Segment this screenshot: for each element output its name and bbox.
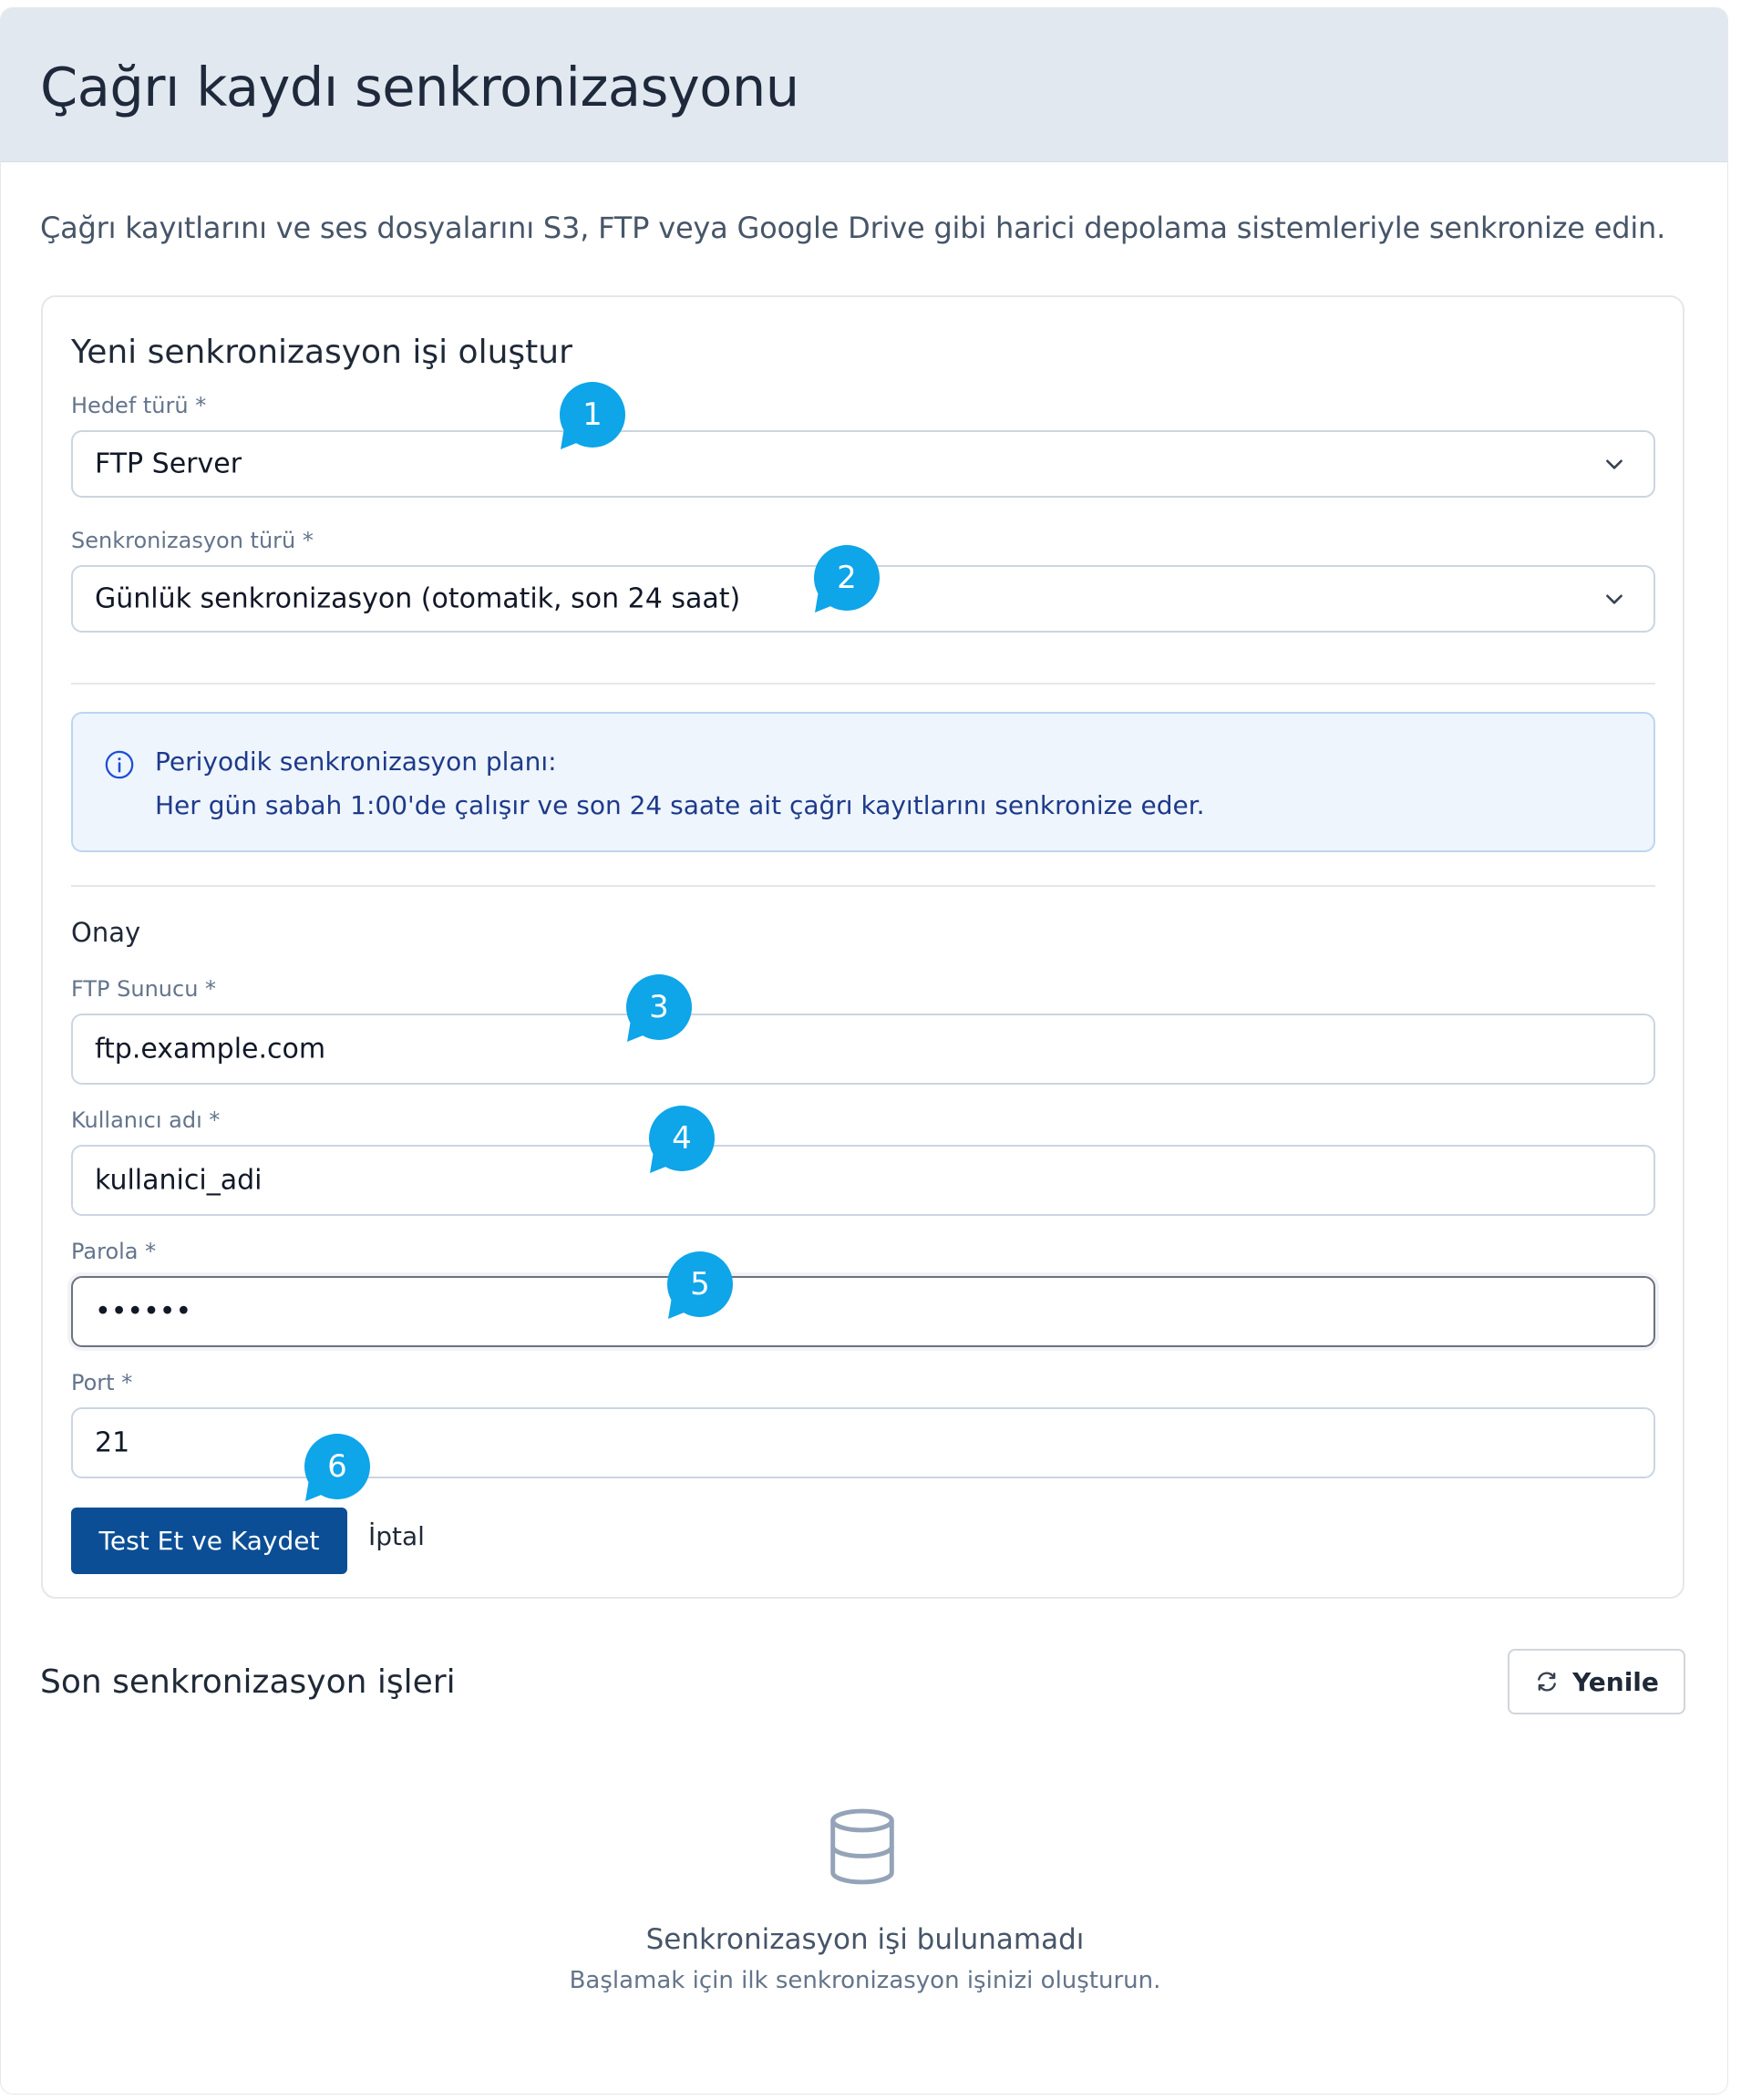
target-type-select[interactable] <box>71 430 1655 498</box>
chevron-down-icon <box>1602 587 1626 611</box>
port-label: Port * <box>71 1370 133 1395</box>
password-value: •••••• <box>95 1295 192 1328</box>
sync-type-value: Günlük senkronizasyon (otomatik, son 24 saat) <box>95 582 741 615</box>
refresh-label: Yenile <box>1572 1666 1659 1697</box>
confirm-heading: Onay <box>71 917 141 948</box>
empty-state-title: Senkronizasyon işi bulunamadı <box>645 1923 1085 1956</box>
chevron-down-icon <box>1602 452 1626 476</box>
password-input[interactable] <box>71 1276 1655 1347</box>
annotation-marker-2 <box>813 545 881 612</box>
refresh-icon <box>1534 1669 1560 1694</box>
create-sync-job-card <box>41 295 1684 1599</box>
annotation-marker-6 <box>304 1434 371 1501</box>
username-input[interactable] <box>71 1145 1655 1216</box>
username-value: kullanici_adi <box>95 1164 263 1197</box>
marker-number: 5 <box>690 1266 710 1302</box>
info-text: Her gün sabah 1:00'de çalışır ve son 24 saate ait çağrı kayıtlarını senkronize eder. <box>155 790 1205 820</box>
page-container <box>0 7 1728 2095</box>
info-title: Periyodik senkronizasyon planı: <box>155 746 557 777</box>
marker-number: 4 <box>672 1120 692 1157</box>
empty-state-text: Başlamak için ilk senkronizasyon işinizi oluşturun. <box>569 1967 1161 1994</box>
page-title: Çağrı kaydı senkronizasyonu <box>40 56 799 118</box>
refresh-button[interactable] <box>1508 1649 1685 1714</box>
ftp-server-input[interactable] <box>71 1014 1655 1085</box>
divider <box>71 885 1655 887</box>
page-description: Çağrı kayıtlarını ve ses dosyalarını S3, FTP veya Google Drive gibi harici depolama sistemleriyle senkronize edin. <box>40 211 1666 245</box>
ftp-server-value: ftp.example.com <box>95 1033 326 1065</box>
divider <box>71 683 1655 685</box>
info-icon <box>104 749 135 780</box>
marker-number: 6 <box>327 1448 347 1485</box>
annotation-marker-3 <box>625 974 693 1042</box>
username-label: Kullanıcı adı * <box>71 1107 221 1133</box>
test-and-save-button[interactable]: Test Et ve Kaydet <box>71 1508 347 1574</box>
password-label: Parola * <box>71 1239 157 1264</box>
schedule-info-box <box>71 712 1655 852</box>
ftp-server-label: FTP Sunucu * <box>71 976 217 1002</box>
page-header <box>1 8 1727 162</box>
cancel-button[interactable]: İptal <box>368 1521 425 1551</box>
card-title: Yeni senkronizasyon işi oluştur <box>71 334 572 371</box>
sync-type-label: Senkronizasyon türü * <box>71 528 314 553</box>
annotation-marker-1 <box>559 382 626 449</box>
database-icon <box>828 1808 897 1885</box>
annotation-marker-4 <box>648 1106 716 1173</box>
marker-number: 2 <box>837 560 857 596</box>
port-value: 21 <box>95 1426 130 1459</box>
recent-jobs-title: Son senkronizasyon işleri <box>40 1663 456 1701</box>
target-type-label: Hedef türü * <box>71 393 207 418</box>
target-type-value: FTP Server <box>95 448 242 480</box>
annotation-marker-5 <box>666 1251 734 1319</box>
marker-number: 3 <box>649 989 669 1025</box>
marker-number: 1 <box>582 396 603 433</box>
